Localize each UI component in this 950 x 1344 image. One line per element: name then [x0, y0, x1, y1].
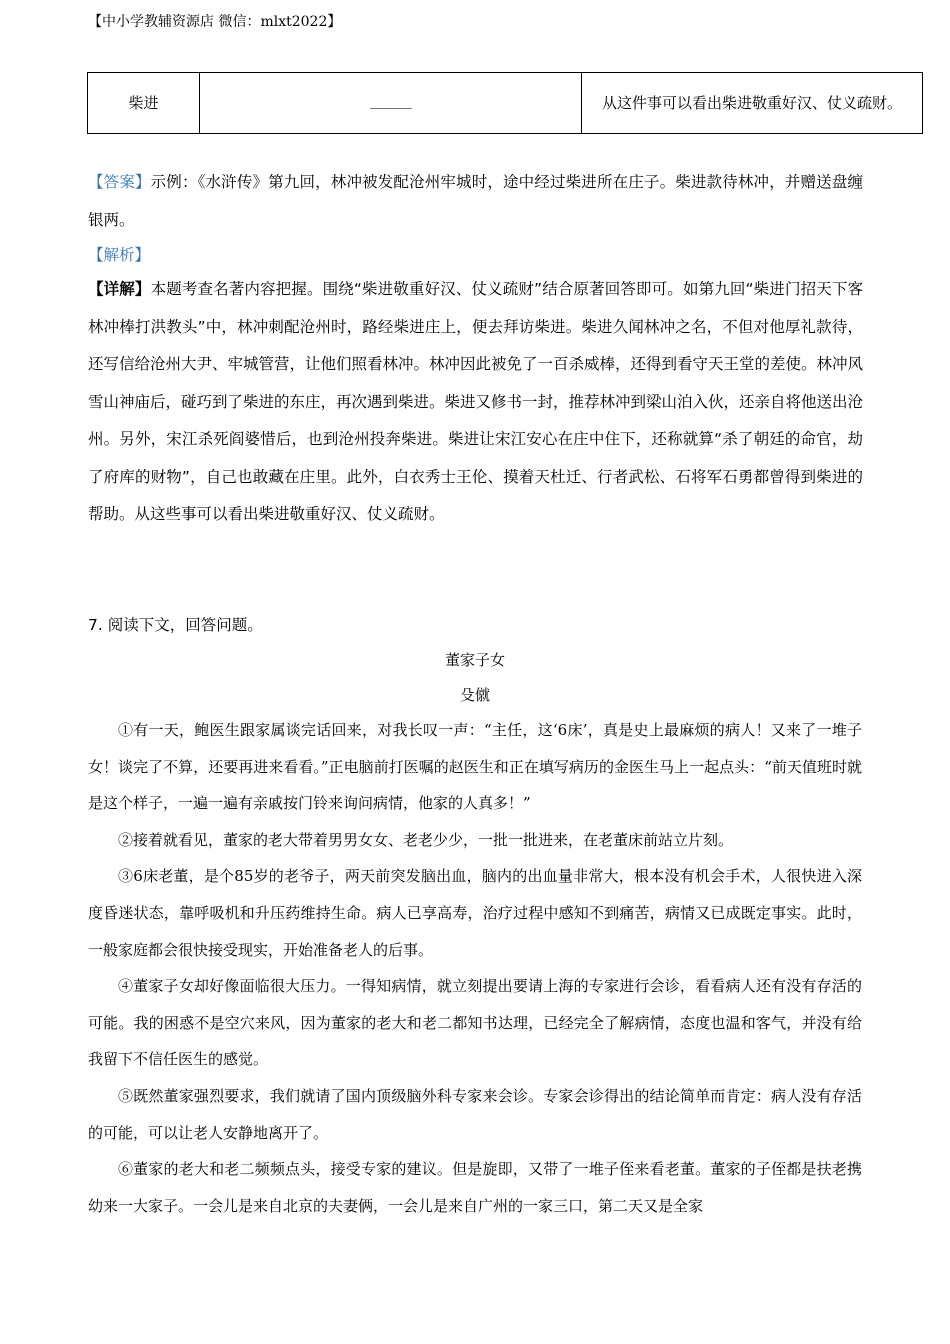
- article-paragraph: ①有一天，鲍医生跟家属谈完话回来，对我长叹一声：“主任，这‘6床’，真是史上最麻烦的病人！又来了一堆子女！谈完了不算，还要再进来看看。”正电脑前打医嘱的赵医生和正在填写病历的金医生马上一起点头：“前天值班时就是这个样子，一遍一遍有亲戚按门铃来询问病情，他家的人真多！”: [88, 721, 862, 813]
- answer-section: [88, 164, 863, 239]
- reason-cell: 从这件事可以看出柴进敬重好汉、仗义疏财。: [582, 73, 923, 134]
- article-author: 殳僦: [459, 686, 490, 704]
- article-paragraph: ⑤既然董家强烈要求，我们就请了国内顶级脑外科专家来会诊。专家会诊得出的结论简单而肯定：病人没有存活的可能，可以让老人安静地离开了。: [88, 1086, 862, 1142]
- article-paragraph: ⑥董家的老大和老二频频点头，接受专家的建议。但是旋即，又带了一堆子侄来看老董。董家的子侄都是扶老携幼来一大家子。一会儿是来自北京的夫妻俩，一会儿是来自广州的一家三口，第二天又是全家: [88, 1160, 862, 1215]
- event-cell: [200, 73, 582, 134]
- detail-section: [88, 271, 863, 534]
- detail-tag: 【详解】: [88, 280, 151, 298]
- article-paragraph: ③6床老董，是个85岁的老爷子，两天前突发脑出血，脑内的出血量非常大，根本没有机会手术，人很快进入深度昏迷状态，靠呼吸机和升压药维持生命。病人已享高寿，治疗过程中感知不到痛苦，病情又已成既定事实。此时，一般家庭都会很快接受现实，开始准备老人的后事。: [88, 867, 862, 959]
- table-row: [88, 73, 923, 134]
- character-table: [87, 72, 923, 134]
- article-body: [88, 712, 862, 1224]
- analysis-tag: 【解析】: [88, 246, 151, 264]
- character-name-cell: 柴进: [88, 73, 200, 134]
- detail-text: 本题考查名著内容把握。围绕“柴进敬重好汉、仗义疏财”结合原著回答即可。如第九回“柴进门招天下客 林冲棒打洪教头”中，林冲刺配沧州时，路经柴进庄上，便去拜访柴进。柴进久闻林冲之名，不但对他厚礼款待，还写信给沧州大尹、牢城管营，让他们照看林冲。林冲因此被免了一百杀威棒，还得到看守天王堂的差使。林冲风雪山神庙后，碰巧到了柴进的东庄，再次遇到柴进。柴进又修书一封，推荐林冲到梁山泊入伙，还亲自将他送出沧州。另外，宋江杀死阎婆惜后，也到沧州投奔柴进。柴进让宋江安心在庄中住下，还称就算“杀了朝廷的命官，劫了府库的财物”，自己也敢藏在庄里。此外，白衣秀士王伦、摸着天杜迁、行者武松、石将军石勇都曾得到柴进的帮助。从这些事可以看出柴进敬重好汉、仗义疏财。: [88, 280, 864, 523]
- answer-text: 示例：《水浒传》第九回，林冲被发配沧州牢城时，途中经过柴进所在庄子。柴进款待林冲，并赠送盘缠银两。: [88, 173, 863, 229]
- header-note: 【中小学教辅资源店 微信：mlxt2022】: [88, 14, 342, 30]
- question-prompt: 7. 阅读下文，回答问题。: [88, 616, 263, 634]
- answer-tag: 【答案】: [88, 173, 151, 191]
- article-title: 董家子女: [444, 651, 505, 669]
- article-paragraph: ④董家子女却好像面临很大压力。一得知病情，就立刻提出要请上海的专家进行会诊，看看病人还有没有存活的可能。我的困惑不是空穴来风，因为董家的老大和老二都知书达理，已经完全了解病情，态度也温和客气，并没有给我留下不信任医生的感觉。: [88, 977, 862, 1069]
- blank-answer-line: [370, 98, 412, 109]
- article-paragraph: ②接着就看见，董家的老大带着男男女女、老老少少，一批一批进来，在老董床前站立片刻。: [118, 830, 734, 849]
- analysis-section: [88, 237, 863, 275]
